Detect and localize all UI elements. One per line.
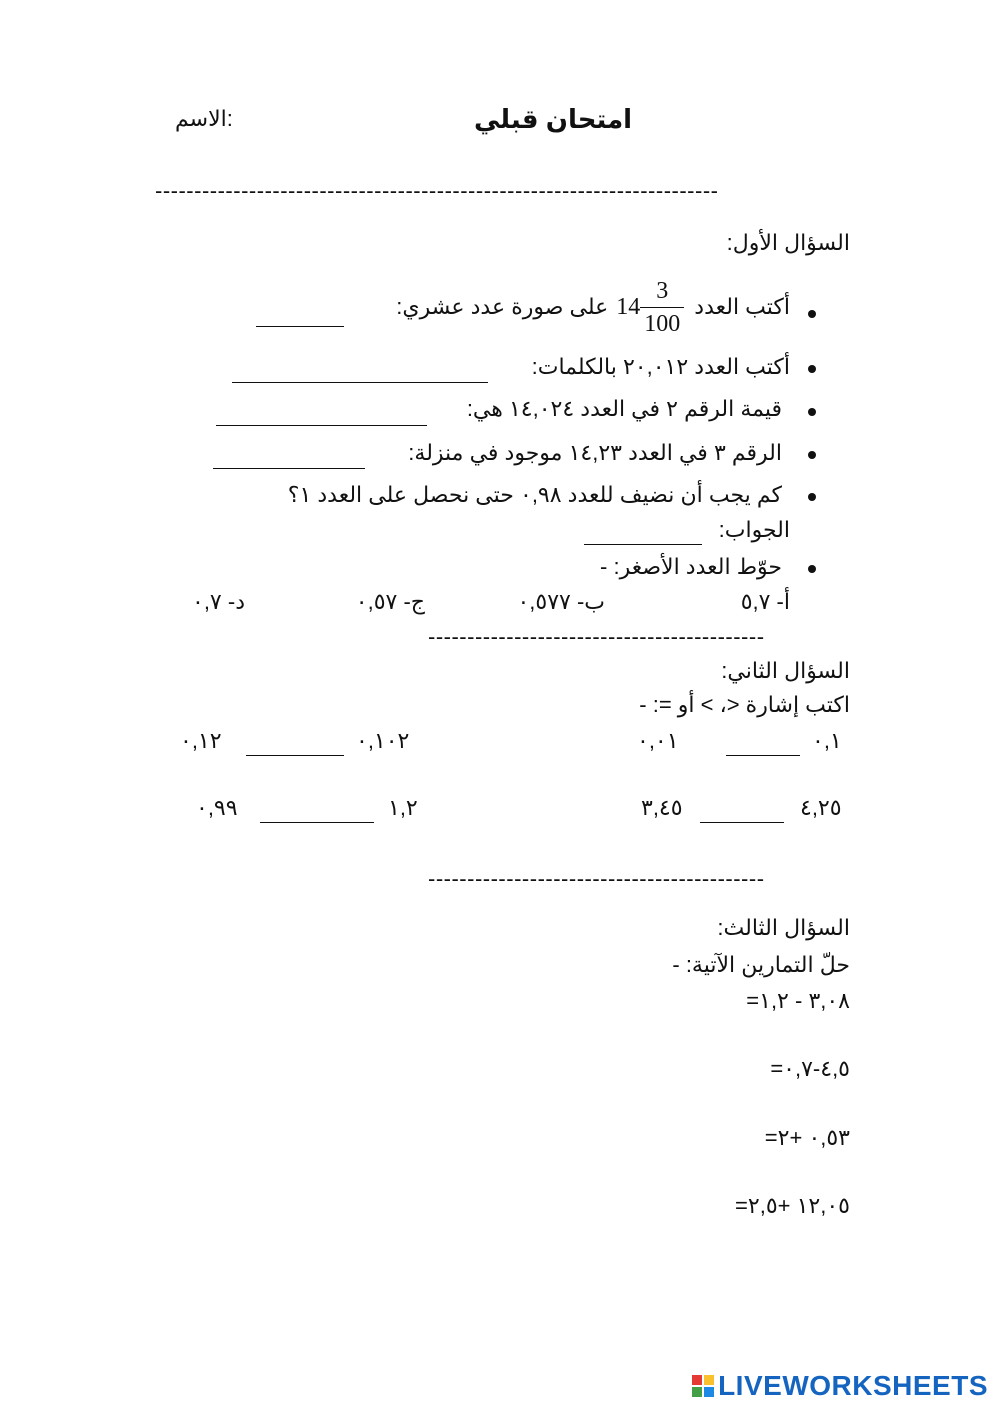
liveworksheets-icon [692,1375,714,1397]
q3-title: السؤال الثالث: [717,915,850,940]
answer-field-5[interactable] [584,522,702,545]
exercise-1[interactable]: ٣,٠٨ - ١,٢= [746,988,850,1013]
separator-top: ------------------------------------------------------------------------ [155,178,719,203]
q1-item-6: حوّط العدد الأصغر: - [600,554,782,579]
option-b[interactable]: ب- ٠,٥٧٧ [517,589,605,614]
q2-row2-left-b: ٠,٩٩ [196,795,238,820]
compare-field-3[interactable] [700,800,784,823]
bullet [808,451,816,459]
q3-instruction: حلّ التمارين الآتية: - [672,952,850,977]
option-a[interactable]: أ- ٥,٧ [740,589,790,614]
brand-name: LIVEWORKSHEETS [718,1370,988,1401]
bullet [808,365,816,373]
q2-title: السؤال الثاني: [721,658,850,683]
answer-label: الجواب: [718,517,790,542]
bullet [808,565,816,573]
answer-field-4[interactable] [213,446,365,469]
option-c[interactable]: ج- ٠,٥٧ [355,589,425,614]
q1-item-5: كم يجب أن نضيف للعدد ٠,٩٨ حتى نحصل على العدد ١؟ [287,482,782,507]
bullet [808,493,816,501]
fraction: $\frac{3}{100}$ [640,279,684,336]
q2-row1-right-a: ٠,١ [812,728,842,753]
q2-row1-left-b: ٠,١٢ [180,728,222,753]
exam-title: امتحان قبلي [474,104,633,134]
q2-row2-left-a: ١,٢ [388,795,418,820]
q1-item-4: الرقم ٣ في العدد ١٤,٢٣ موجود في منزلة: [408,440,782,465]
compare-field-4[interactable] [260,800,374,823]
answer-field-3[interactable] [216,403,427,426]
q1-title: السؤال الأول: [726,230,850,255]
q2-row1-right-b: ٠,٠١ [637,728,679,753]
separator-q2: ------------------------------------------- [428,866,765,891]
separator-q1: ------------------------------------------- [428,624,765,649]
q2-row2-right-a: ٤,٢٥ [800,795,842,820]
exercise-3[interactable]: ٠,٥٣ +٢= [764,1125,850,1150]
exercise-2[interactable]: ٤,٥-٠,٧= [770,1056,850,1081]
fraction-whole: 14 [616,293,641,320]
q2-row2-right-b: ٣,٤٥ [641,795,683,820]
compare-field-1[interactable] [726,733,800,756]
brand-logo [692,1370,988,1402]
bullet [808,310,816,318]
answer-field-2[interactable] [232,360,488,383]
bullet [808,408,816,416]
q1-item-3: قيمة الرقم ٢ في العدد ١٤,٠٢٤ هي: [466,396,782,421]
name-label: الاسم: [175,106,233,131]
q2-row1-left-a: ٠,١٠٢ [356,728,410,753]
compare-field-2[interactable] [246,733,344,756]
q1-item-2: أكتب العدد ٢٠,٠١٢ بالكلمات: [531,354,790,379]
option-d[interactable]: د- ٠,٧ [192,589,245,614]
q2-instruction: اكتب إشارة <، > أو =: - [639,692,850,717]
exercise-4[interactable]: ١٢,٠٥ +٢,٥= [735,1193,850,1218]
q1-item-1: أكتب العدد $\frac{3}{100}$ 14 على صورة عدد عشري: [396,277,790,337]
answer-field-1[interactable] [256,304,344,327]
